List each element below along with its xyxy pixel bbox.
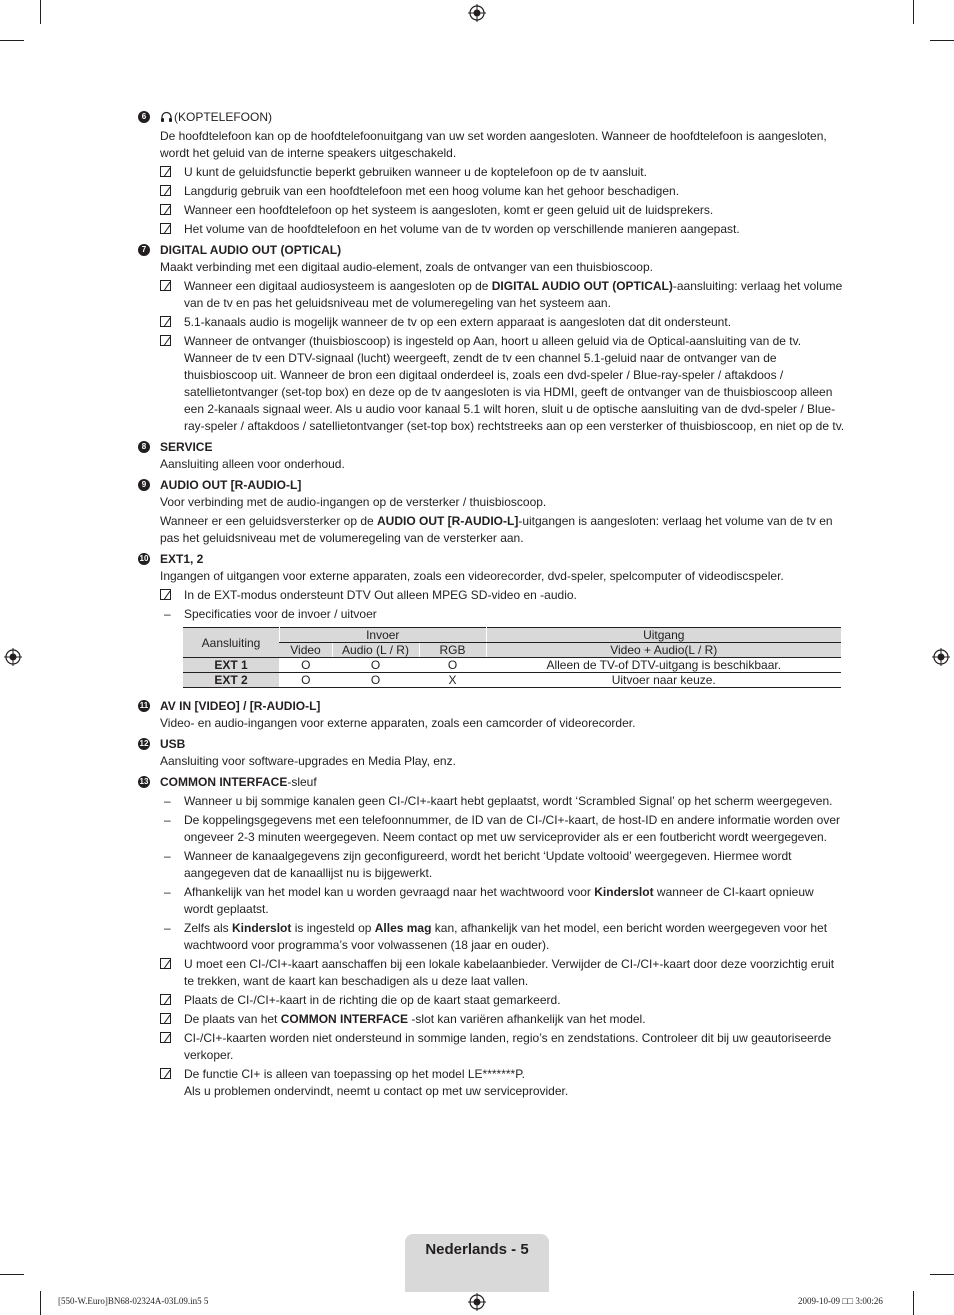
- crop-mark: [930, 40, 954, 41]
- section-body: Video- en audio-ingangen voor externe apparaten, zoals een camcorder of videorecorder.: [160, 716, 636, 730]
- note-item: Wanneer een hoofdtelefoon op het systeem is aangesloten, komt er geen geluid uit de luidsprekers.: [160, 202, 845, 219]
- note-icon: [160, 335, 171, 346]
- section-body: Voor verbinding met de audio-ingangen op de versterker / thuisbioscoop.: [160, 495, 547, 509]
- crop-mark: [913, 1291, 914, 1315]
- section-av-in: [137, 698, 845, 732]
- note-item: In de EXT-modus ondersteunt DTV Out alleen MPEG SD-video en -audio.: [160, 587, 845, 604]
- section-common-interface: [137, 774, 845, 1100]
- note-icon: [160, 958, 171, 969]
- section-title: (KOPTELEFOON): [160, 109, 845, 128]
- print-file-info: [550-W.Euro]BN68-02324A-03L09.in5 5: [58, 1296, 209, 1306]
- manual-content: [137, 109, 845, 1100]
- note-item: De functie CI+ is alleen van toepassing op het model LE*******P. Als u problemen ondervindt, neemt u contact op met uw serviceprovider.: [160, 1066, 845, 1100]
- note-icon: [160, 316, 171, 327]
- registration-mark-icon: [932, 648, 950, 666]
- note-item: De plaats van het COMMON INTERFACE -slot kan variëren afhankelijk van het model.: [160, 1011, 845, 1028]
- dash-item: – Wanneer de kanaalgegevens zijn geconfigureerd, wordt het bericht ‘Update voltooid’ weergegeven. Hiermee wordt aangegeven dat de kanaallijst nu is bijgewerkt.: [164, 849, 792, 880]
- dash-item: – Specificaties voor de invoer / uitvoer: [164, 607, 377, 621]
- table-header-cell: Video + Audio(L / R): [486, 643, 841, 658]
- section-title: USB: [160, 737, 186, 751]
- section-number: 9: [138, 479, 150, 491]
- note-item: Wanneer de ontvanger (thuisbioscoop) is ingesteld op Aan, hoort u alleen geluid via de Optical-aansluiting van de tv. Wanneer de tv een DTV-signaal (lucht) weergeeft, zendt de tv een channel 5.1-geluid naar de ontvanger van de thuisbioscoop uit. Wanneer de bron een digitaal onderdeel is, zoals een dvd-speler / Blue-ray-speler / aftakdoos / satellietontvanger (set-top box) en deze op de tv aangesloten is via HDMI, geeft de ontvanger van de thuisbioscoop alleen een 2-kanaals signaal weer. Als u audio voor kanaal 5.1 wilt horen, sluit u de optische aansluiting van de dvd-speler / Blue-ray-speler / aftakdoos / satellietontvanger (set-top box) rechtstreeks aan op een versterker of thuisbioscoop, en niet op de tv.: [160, 333, 845, 435]
- section-title: AUDIO OUT [R-AUDIO-L]: [160, 478, 302, 492]
- note-icon: [160, 223, 171, 234]
- table-row: EXT 1 O O O Alleen de TV-of DTV-uitgang is beschikbaar.: [183, 658, 841, 673]
- registration-mark-icon: [468, 1293, 486, 1311]
- section-title: EXT1, 2: [160, 552, 204, 566]
- section-number: 13: [139, 777, 149, 786]
- section-usb: [137, 736, 845, 770]
- dash-item: – De koppelingsgegevens met een telefoonnummer, de ID van de CI-/CI+-kaart, de host-ID en andere informatie worden over ongeveer 2-3 minuten weergegeven. Neem contact op met uw serviceprovider als er een foutbericht wordt weergegeven.: [164, 813, 841, 844]
- section-number: 11: [139, 701, 149, 710]
- registration-mark-icon: [468, 4, 486, 22]
- note-item: U kunt de geluidsfunctie beperkt gebruiken wanneer u de koptelefoon op de tv aansluit.: [160, 164, 845, 181]
- note-icon: [160, 1032, 171, 1043]
- spec-table: [183, 627, 841, 688]
- crop-mark: [40, 1291, 41, 1315]
- table-header-row: [183, 628, 841, 643]
- note-icon: [160, 166, 171, 177]
- section-number: 10: [139, 554, 149, 563]
- headphone-icon: [160, 111, 173, 128]
- page-number-tab: Nederlands - 5: [405, 1234, 549, 1292]
- crop-mark: [913, 0, 914, 24]
- table-header-cell: Audio (L / R): [332, 643, 419, 658]
- crop-mark: [0, 40, 24, 41]
- section-title: COMMON INTERFACE-sleuf: [160, 775, 317, 789]
- section-title: AV IN [VIDEO] / [R-AUDIO-L]: [160, 699, 321, 713]
- section-ext: [137, 551, 845, 688]
- note-item: CI-/CI+-kaarten worden niet ondersteund in sommige landen, regio’s en zendstations. Controleer dit bij uw geautoriseerde verkoper.: [160, 1030, 845, 1064]
- section-headphones: [137, 109, 845, 238]
- section-body: De hoofdtelefoon kan op de hoofdtelefoonuitgang van uw set worden aangesloten. Wanneer de hoofdtelefoon is aangesloten, wordt het geluid van de interne speakers uitgeschakeld.: [160, 129, 827, 160]
- table-header-cell: RGB: [419, 643, 486, 658]
- section-number: 8: [138, 441, 150, 453]
- section-body: Aansluiting voor software-upgrades en Media Play, enz.: [160, 754, 456, 768]
- table-header-cell: Invoer: [280, 628, 487, 643]
- table-header-cell: Aansluiting: [183, 628, 280, 658]
- dash-item: – Zelfs als Kinderslot is ingesteld op Alles mag kan, afhankelijk van het model, een bericht worden weergegeven voor het wachtwoord voor programma’s voor volwassenen (18 jaar en ouder).: [164, 921, 828, 952]
- section-number: 7: [138, 244, 150, 256]
- note-icon: [160, 1013, 171, 1024]
- dash-item: – Wanneer u bij sommige kanalen geen CI-/CI+-kaart hebt geplaatst, wordt ‘Scrambled Signal’ op het scherm weergegeven.: [164, 794, 833, 808]
- note-icon: [160, 589, 171, 600]
- section-body: Wanneer er een geluidsversterker op de AUDIO OUT [R-AUDIO-L]-uitgangen is aangesloten: verlaag het volume van de tv en pas het geluidsniveau met de volumeregeling van de versterker aan.: [160, 514, 833, 545]
- print-timestamp: 2009-10-09 □□ 3:00:26: [798, 1296, 883, 1306]
- note-icon: [160, 280, 171, 291]
- section-number: 6: [138, 111, 150, 123]
- section-body: Aansluiting alleen voor onderhoud.: [160, 457, 345, 471]
- section-number: 12: [139, 739, 149, 748]
- registration-mark-icon: [4, 648, 22, 666]
- note-item: Het volume van de hoofdtelefoon en het volume van de tv worden op verschillende manieren aangepast.: [160, 221, 845, 238]
- note-item: 5.1-kanaals audio is mogelijk wanneer de tv op een extern apparaat is aangesloten dat dit ondersteunt.: [160, 314, 845, 331]
- table-header-cell: Video: [280, 643, 333, 658]
- section-title: DIGITAL AUDIO OUT (OPTICAL): [160, 243, 342, 257]
- note-icon: [160, 185, 171, 196]
- note-icon: [160, 1068, 171, 1079]
- table-subheader-row: [183, 643, 841, 658]
- table-header-cell: Uitgang: [486, 628, 841, 643]
- note-item: Plaats de CI-/CI+-kaart in de richting die op de kaart staat gemarkeerd.: [160, 992, 845, 1009]
- crop-mark: [930, 1274, 954, 1275]
- section-service: [137, 439, 845, 473]
- crop-mark: [0, 1274, 24, 1275]
- closing-text: Als u problemen ondervindt, neemt u contact op met uw serviceprovider.: [184, 1084, 569, 1098]
- section-body: Maakt verbinding met een digitaal audio-element, zoals de ontvanger van een thuisbioscoop.: [160, 260, 653, 274]
- dash-item: – Afhankelijk van het model kan u worden gevraagd naar het wachtwoord voor Kinderslot wanneer de CI-kaart opnieuw wordt geplaatst.: [164, 885, 814, 916]
- note-item: U moet een CI-/CI+-kaart aanschaffen bij een lokale kabelaanbieder. Verwijder de CI-/CI+-kaart door deze voorzichtig eruit te trekken, want de kaart kan beschadigen als u deze laat vallen.: [160, 956, 845, 990]
- note-icon: [160, 204, 171, 215]
- section-audio-out: [137, 477, 845, 547]
- table-row: EXT 2 O O X Uitvoer naar keuze.: [183, 673, 841, 688]
- section-title: SERVICE: [160, 440, 213, 454]
- note-item: Langdurig gebruik van een hoofdtelefoon met een hoog volume kan het gehoor beschadigen.: [160, 183, 845, 200]
- note-icon: [160, 994, 171, 1005]
- crop-mark: [40, 0, 41, 24]
- note-item: Wanneer een digitaal audiosysteem is aangesloten op de DIGITAL AUDIO OUT (OPTICAL)-aansluiting: verlaag het volume van de tv en pas het geluidsniveau met de volumeregeling van het systeem aan.: [160, 278, 845, 312]
- section-body: Ingangen of uitgangen voor externe apparaten, zoals een videorecorder, dvd-speler, spelcomputer of videodiscspeler.: [160, 569, 784, 583]
- section-digital-audio-out: [137, 242, 845, 435]
